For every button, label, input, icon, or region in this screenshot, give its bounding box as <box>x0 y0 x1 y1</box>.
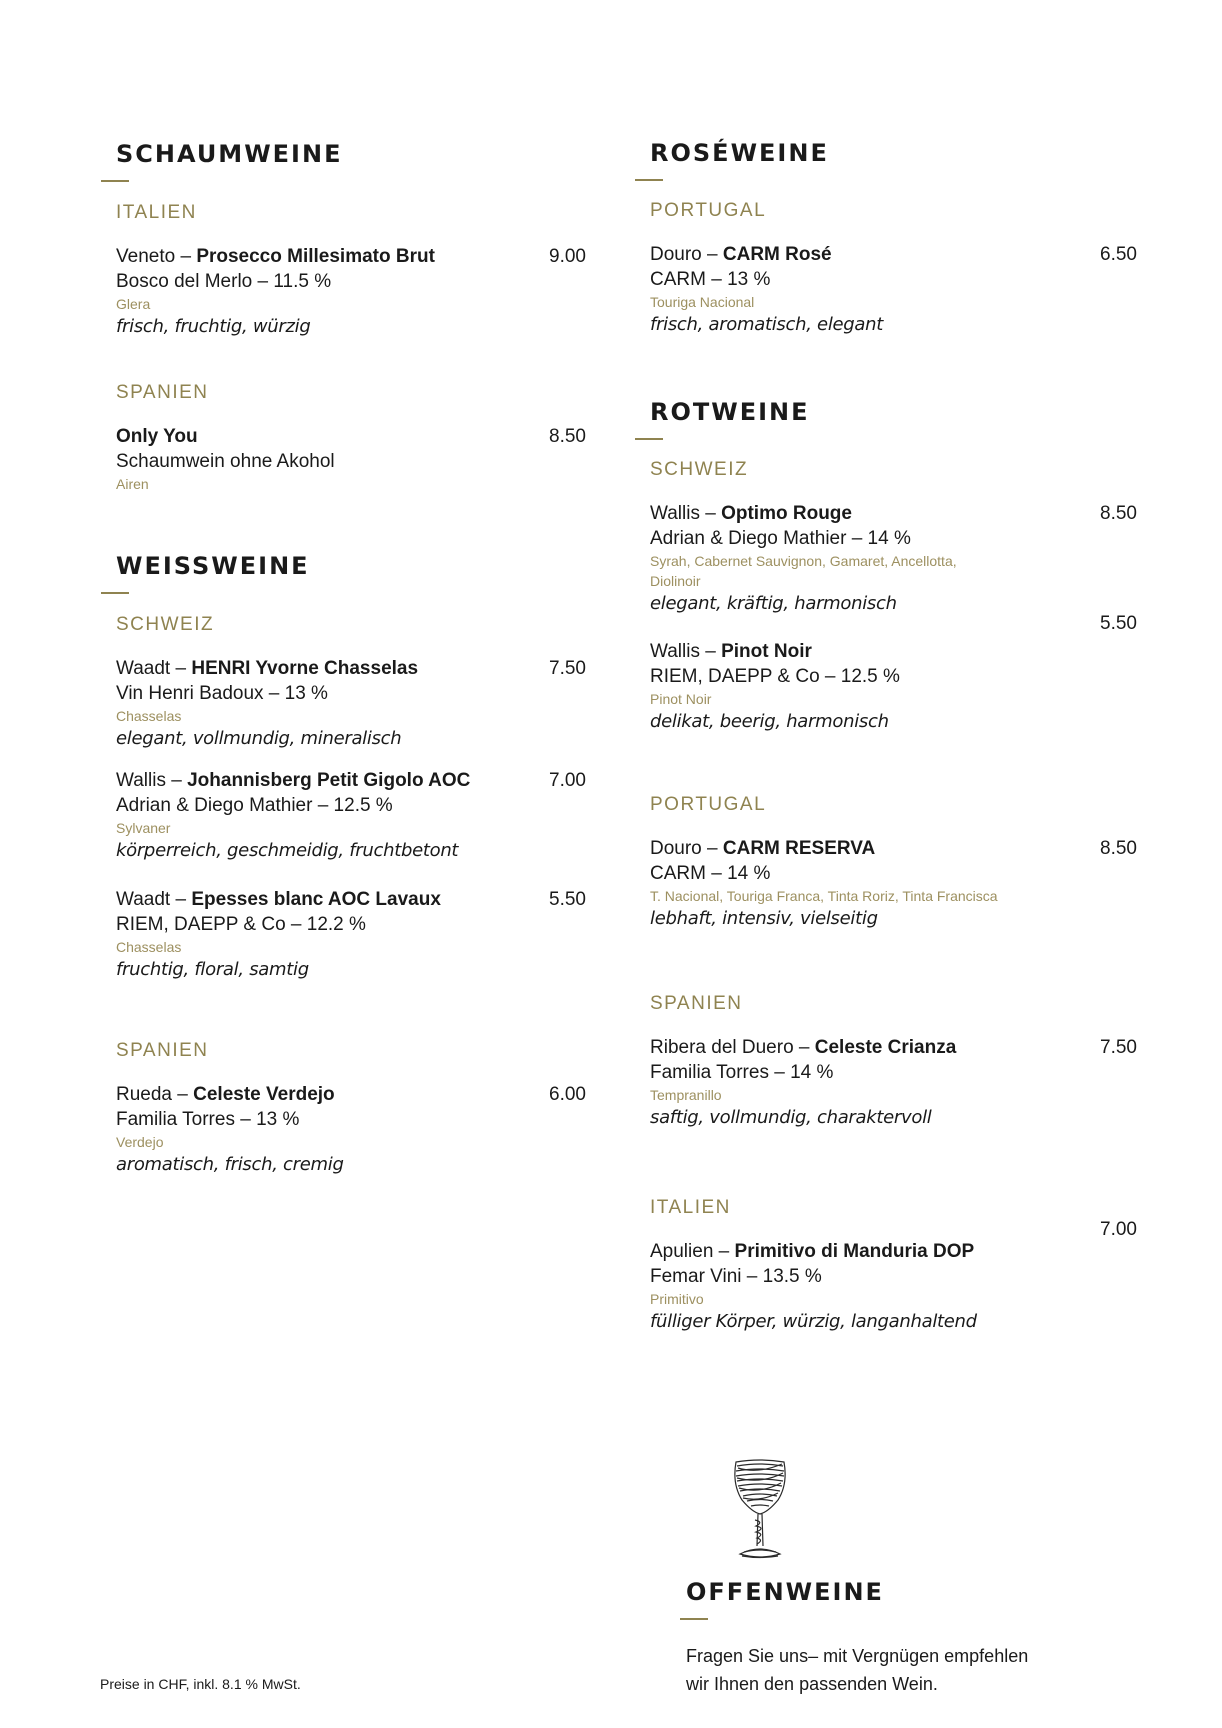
price-footnote: Preise in CHF, inkl. 8.1 % MwSt. <box>100 1676 301 1692</box>
wine-price: 7.00 <box>549 770 586 791</box>
wine-item <box>116 424 586 494</box>
wine-price: 8.50 <box>1100 838 1137 859</box>
section-weissweine <box>116 552 586 594</box>
section-roseweine <box>650 139 1140 181</box>
wine-notes: körperreich, geschmeidig, fruchtbetont <box>116 840 459 861</box>
section-title: ROTWEINE <box>650 398 810 426</box>
wine-producer: CARM – 13 % <box>650 269 771 290</box>
section-title: WEISSWEINE <box>116 552 310 580</box>
country-label: SPANIEN <box>650 993 743 1014</box>
wine-item <box>650 242 1140 338</box>
wine-price: 8.50 <box>1100 503 1137 524</box>
wine-producer: CARM – 14 % <box>650 863 771 884</box>
wine-region: Waadt – <box>116 658 187 679</box>
wine-price: 7.50 <box>549 658 586 679</box>
wine-region: Apulien – <box>650 1241 730 1262</box>
wine-notes: aromatisch, frisch, cremig <box>116 1154 344 1175</box>
wine-grape: T. Nacional, Touriga Franca, Tinta Roriz, Tinta Francisca <box>650 888 998 904</box>
wine-grape: Syrah, Cabernet Sauvignon, Gamaret, Ancellotta, Diolinoir <box>650 553 957 589</box>
wine-region: Ribera del Duero – <box>650 1037 810 1058</box>
group-rot-italien <box>650 1197 1140 1332</box>
wine-price: 6.50 <box>1100 244 1137 265</box>
wine-name: CARM RESERVA <box>722 838 876 859</box>
wine-notes: fruchtig, floral, samtig <box>116 959 309 980</box>
wine-producer: Adrian & Diego Mathier – 12.5 % <box>116 795 393 816</box>
wine-notes: elegant, vollmundig, mineralisch <box>116 728 402 749</box>
wine-item <box>116 656 586 752</box>
country-label: SCHWEIZ <box>650 459 749 480</box>
wine-producer: Adrian & Diego Mathier – 14 % <box>650 528 911 549</box>
section-rule <box>680 1618 708 1620</box>
country-label: SCHWEIZ <box>116 614 215 635</box>
wine-producer: Femar Vini – 13.5 % <box>650 1266 822 1287</box>
wine-name: Optimo Rouge <box>721 503 852 524</box>
wine-producer: Bosco del Merlo – 11.5 % <box>116 271 332 292</box>
wine-price: 7.00 <box>1100 1219 1137 1240</box>
wine-item <box>116 1082 586 1178</box>
wine-grape: Glera <box>116 296 151 312</box>
wine-producer: Vin Henri Badoux – 13 % <box>116 683 328 704</box>
section-title: OFFENWEINE <box>686 1578 884 1606</box>
wine-notes: elegant, kräftig, harmonisch <box>650 593 897 614</box>
group-rot-spanien <box>650 993 1140 1128</box>
wine-region: Douro – <box>650 838 718 859</box>
section-title: ROSÉWEINE <box>650 139 829 167</box>
wine-producer: Familia Torres – 14 % <box>650 1062 834 1083</box>
country-label: SPANIEN <box>116 382 209 403</box>
wine-region: Wallis – <box>650 503 716 524</box>
group-schaum-spanien <box>116 382 586 492</box>
wine-grape: Pinot Noir <box>650 691 712 707</box>
group-weiss-spanien <box>116 1040 586 1175</box>
wine-grape: Tempranillo <box>650 1087 722 1103</box>
wine-name: Only You <box>116 426 198 447</box>
wine-grape: Verdejo <box>116 1134 164 1150</box>
country-label: ITALIEN <box>650 1197 731 1218</box>
wine-region: Wallis – <box>116 770 182 791</box>
wine-notes: delikat, beerig, harmonisch <box>650 711 889 732</box>
wine-notes: lebhaft, intensiv, vielseitig <box>650 908 878 929</box>
wine-name: Celeste Verdejo <box>193 1084 335 1105</box>
wine-notes: fülliger Körper, würzig, langanhaltend <box>650 1311 977 1332</box>
offenweine-line1: Fragen Sie uns– mit Vergnügen empfehlen <box>686 1646 1029 1666</box>
wine-name: Celeste Crianza <box>814 1037 957 1058</box>
wine-producer: Familia Torres – 13 % <box>116 1109 300 1130</box>
wine-glass-icon <box>728 1458 792 1562</box>
wine-producer: Schaumwein ohne Akohol <box>116 451 335 472</box>
section-offenweine <box>686 1578 1106 1698</box>
wine-grape: Chasselas <box>116 939 182 955</box>
wine-price: 9.00 <box>549 246 586 267</box>
wine-region: Waadt – <box>116 889 187 910</box>
wine-item <box>650 1035 1140 1131</box>
wine-name: Johannisberg Petit Gigolo AOC <box>187 770 471 791</box>
group-schaum-italien <box>116 202 586 337</box>
wine-producer: RIEM, DAEPP & Co – 12.2 % <box>116 914 366 935</box>
wine-price: 5.50 <box>549 889 586 910</box>
section-rotweine <box>650 398 1140 440</box>
group-rot-portugal <box>650 794 1140 929</box>
group-rot-schweiz <box>650 459 1140 732</box>
section-rule <box>635 179 663 181</box>
country-label: ITALIEN <box>116 202 197 223</box>
wine-region: Wallis – <box>650 641 716 662</box>
wine-grape: Sylvaner <box>116 820 171 836</box>
wine-price: 8.50 <box>549 426 586 447</box>
section-rule <box>635 438 663 440</box>
wine-notes: frisch, aromatisch, elegant <box>650 314 884 335</box>
wine-name: Primitivo di Manduria DOP <box>734 1241 975 1262</box>
wine-name: Prosecco Millesimato Brut <box>196 246 435 267</box>
group-rose-portugal <box>650 200 1140 335</box>
wine-item <box>650 501 1140 617</box>
wine-grape: Primitivo <box>650 1291 704 1307</box>
wine-item <box>116 244 586 340</box>
offenweine-line2: wir Ihnen den passenden Wein. <box>686 1674 938 1694</box>
wine-name: Pinot Noir <box>721 641 812 662</box>
wine-item <box>116 768 586 864</box>
section-rule <box>101 592 129 594</box>
section-schaumweine <box>116 140 586 182</box>
wine-grape: Chasselas <box>116 708 182 724</box>
offenweine-text <box>686 1642 1106 1698</box>
wine-name: HENRI Yvorne Chasselas <box>191 658 419 679</box>
wine-item <box>116 887 586 983</box>
wine-name: CARM Rosé <box>722 244 832 265</box>
wine-producer: RIEM, DAEPP & Co – 12.5 % <box>650 666 900 687</box>
country-label: SPANIEN <box>116 1040 209 1061</box>
country-label: PORTUGAL <box>650 200 767 221</box>
wine-grape: Airen <box>116 476 149 492</box>
wine-notes: saftig, vollmundig, charaktervoll <box>650 1107 932 1128</box>
wine-item <box>650 613 1140 735</box>
wine-notes: frisch, fruchtig, würzig <box>116 316 311 337</box>
group-weiss-schweiz <box>116 614 586 980</box>
wine-item <box>650 836 1140 932</box>
wine-price: 7.50 <box>1100 1037 1137 1058</box>
wine-region: Veneto – <box>116 246 192 267</box>
wine-name: Epesses blanc AOC Lavaux <box>191 889 441 910</box>
wine-region: Rueda – <box>116 1084 188 1105</box>
wine-item <box>650 1219 1140 1335</box>
wine-price: 5.50 <box>1100 613 1137 634</box>
section-title: SCHAUMWEINE <box>116 140 343 168</box>
country-label: PORTUGAL <box>650 794 767 815</box>
wine-price: 6.00 <box>549 1084 586 1105</box>
wine-grape: Touriga Nacional <box>650 294 755 310</box>
wine-region: Douro – <box>650 244 718 265</box>
section-rule <box>101 180 129 182</box>
